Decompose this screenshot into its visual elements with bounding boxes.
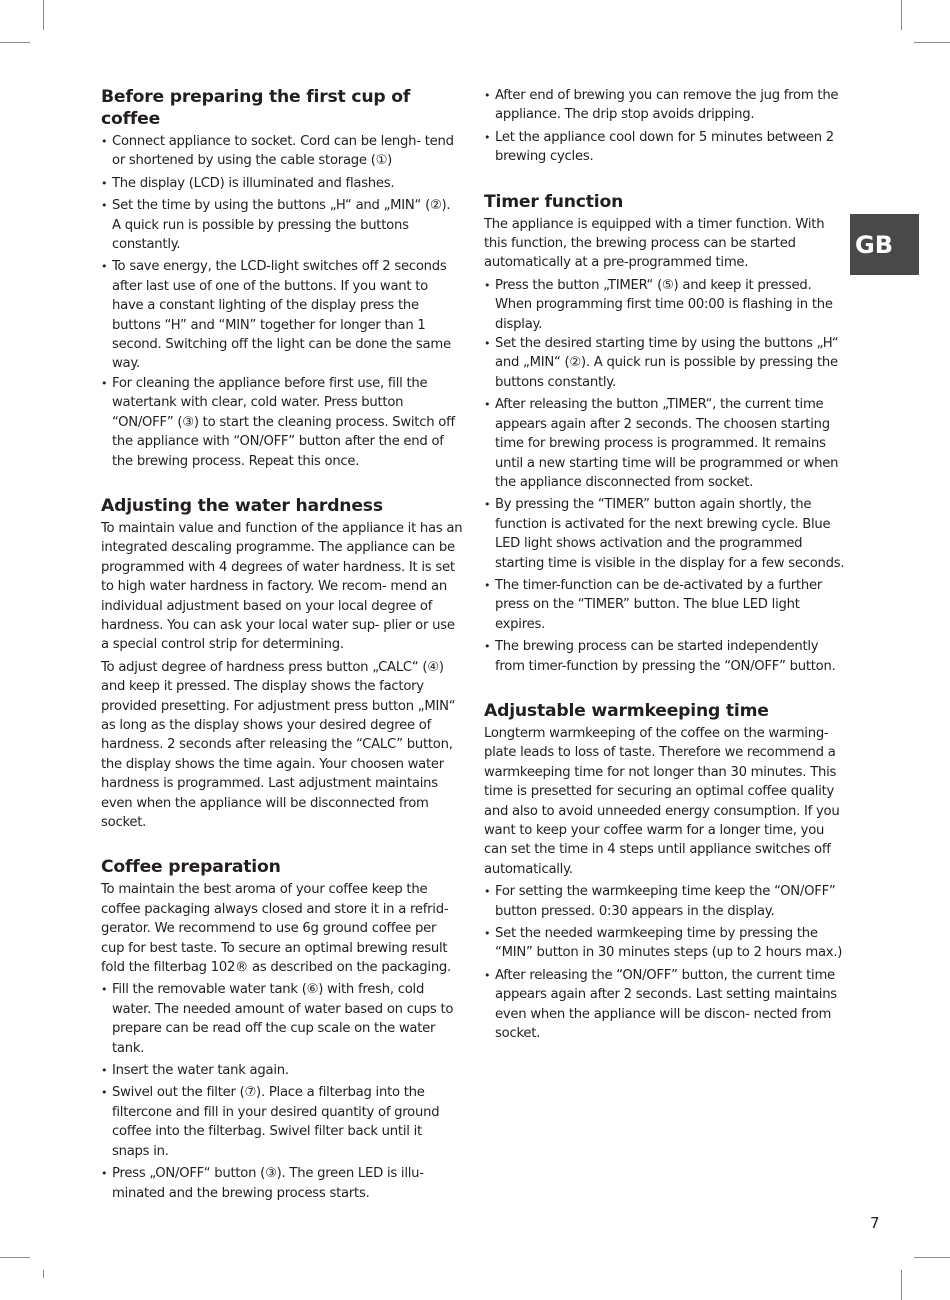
list-item: • The timer-function can be de-activated by a further press on the “TIMER” button. The blue LED light expires. <box>484 576 846 634</box>
crop-mark-bottom-left-horizontal <box>0 1257 30 1258</box>
language-tab-gb <box>850 214 919 275</box>
list-item: • Let the appliance cool down for 5 minutes between 2 brewing cycles. <box>484 128 846 167</box>
paragraph: To maintain value and function of the appliance it has an integrated descaling programme. The appliance can be programmed with 4 degrees of water hardness. It is set to high water hardness in factory. We recom- mend an individual adjustment based on your local degree of hardness. You can ask your local water sup- plier or use a special control strip for determining. <box>101 520 463 653</box>
list-item: • Press the button „TIMER“ (⑤) and keep it pressed. When programming first time 00:00 is flashing in the display. <box>484 276 846 334</box>
section-heading: Timer function <box>484 191 624 212</box>
crop-mark-bottom-right-vertical <box>901 1270 902 1300</box>
list-item: • Set the desired starting time by using the buttons „H“ and „MIN“ (②). A quick run is possible by pressing the buttons constantly. <box>484 334 846 392</box>
list-item: • After end of brewing you can remove the jug from the appliance. The drip stop avoids dripping. <box>484 86 846 125</box>
paragraph: The appliance is equipped with a timer function. With this function, the brewing process can be started automatically at a pre-programmed time. <box>484 216 825 271</box>
crop-mark-top-left-vertical <box>43 0 44 30</box>
continued-bullet-list <box>484 86 846 167</box>
section-heading: Before preparing the first cup of coffee <box>101 87 411 129</box>
list-item: • Insert the water tank again. <box>101 1061 463 1080</box>
list-item: • For setting the warmkeeping time keep the “ON/OFF” button pressed. 0:30 appears in the display. <box>484 882 846 921</box>
right-column <box>484 86 846 1046</box>
list-item: • The brewing process can be started independently from timer-function by pressing the “ON/OFF” button. <box>484 637 846 676</box>
section-heading: Coffee preparation <box>101 857 281 878</box>
list-item: • Set the time by using the buttons „H“ and „MIN“ (②). A quick run is possible by pressing the buttons constantly. <box>101 196 463 254</box>
list-item: • Set the needed warmkeeping time by pressing the “MIN” button in 30 minutes steps (up to 2 hours max.) <box>484 924 846 963</box>
paragraph: To maintain the best aroma of your coffee keep the coffee packaging always closed and store it in a refrid- gerator. We recommend to use 6g ground coffee per cup for best taste. To secure an optimal brewing result fold the filterbag 102® as described on the packaging. <box>101 882 451 976</box>
section-coffee-preparation <box>101 856 463 1203</box>
section-heading: Adjusting the water hardness <box>101 495 383 516</box>
crop-mark-top-right-vertical <box>901 0 902 30</box>
list-item: • For cleaning the appliance before first use, fill the watertank with clear, cold water. Press button “ON/OFF” (③) to start the cleaning process. Switch off the appliance with “ON/OFF” button after the end of the brewing process. Repeat this once. <box>101 374 463 471</box>
list-item: • By pressing the “TIMER” button again shortly, the function is activated for the next brewing cycle. Blue LED light shows activation and the programmed starting time is visible in the display for a few seconds. <box>484 495 846 573</box>
list-item: • After releasing the button „TIMER“, the current time appears again after 2 seconds. The choosen starting time for brewing process is programmed. It remains until a new starting time will be programmed or when the appliance disconnected from socket. <box>484 395 846 492</box>
list-item: • Connect appliance to socket. Cord can be lengh- tend or shortened by using the cable storage (①) <box>101 132 463 171</box>
left-column <box>101 86 463 1206</box>
list-item: • Swivel out the filter (⑦). Place a filterbag into the filtercone and fill in your desired quantity of ground coffee into the filterbag. Swivel filter back until it snaps in. <box>101 1083 463 1161</box>
crop-mark-bottom-right-horizontal <box>914 1257 950 1258</box>
bullet-list <box>101 132 463 471</box>
paragraph: To adjust degree of hardness press button „CALC“ (④) and keep it pressed. The display shows the factory provided presetting. For adjustment press button „MIN“ as long as the display shows your desired degree of hardness. 2 seconds after releasing the “CALC” button, the display shows the time again. Your choosen water hardness is programmed. Last adjustment maintains even when the appliance will be disconnected from socket. <box>101 659 456 830</box>
page-number: 7 <box>870 1214 880 1232</box>
list-item: • To save energy, the LCD-light switches off 2 seconds after last use of one of the buttons. If you want to have a constant lighting of the display press the buttons “H” and “MIN” together for longer than 1 second. Switching off the light can be done the same way. <box>101 257 463 373</box>
section-water-hardness <box>101 495 463 833</box>
list-item: • Press „ON/OFF“ button (③). The green LED is illu- minated and the brewing process starts. <box>101 1164 463 1203</box>
section-before-first-cup <box>101 86 463 471</box>
language-tab-label: GB <box>855 230 893 259</box>
crop-mark-top-right-horizontal <box>914 42 950 43</box>
list-item: • Fill the removable water tank (⑥) with fresh, cold water. The needed amount of water based on cups to prepare can be read off the cup scale on the water tank. <box>101 980 463 1058</box>
bullet-list <box>101 980 463 1202</box>
section-warmkeeping <box>484 700 846 1044</box>
crop-mark-bottom-left-vertical <box>43 1270 44 1278</box>
bullet-list <box>484 882 846 1043</box>
section-timer-function <box>484 191 846 676</box>
section-heading: Adjustable warmkeeping time <box>484 700 769 721</box>
list-item: • After releasing the “ON/OFF” button, the current time appears again after 2 seconds. Last setting maintains even when the appliance will be discon- nected from socket. <box>484 966 846 1044</box>
paragraph: Longterm warmkeeping of the coffee on the warming- plate leads to loss of taste. Therefore we recommend a warmkeeping time for not longer than 30 minutes. This time is presetted for securing an optimal coffee quality and also to avoid unneeded energy consumption. If you want to keep your coffee warm for a longer time, you can set the time in 4 steps until appliance switches off automatically. <box>484 725 840 877</box>
crop-mark-top-left-horizontal <box>0 42 30 43</box>
list-item: • The display (LCD) is illuminated and flashes. <box>101 174 463 193</box>
bullet-list <box>484 276 846 676</box>
